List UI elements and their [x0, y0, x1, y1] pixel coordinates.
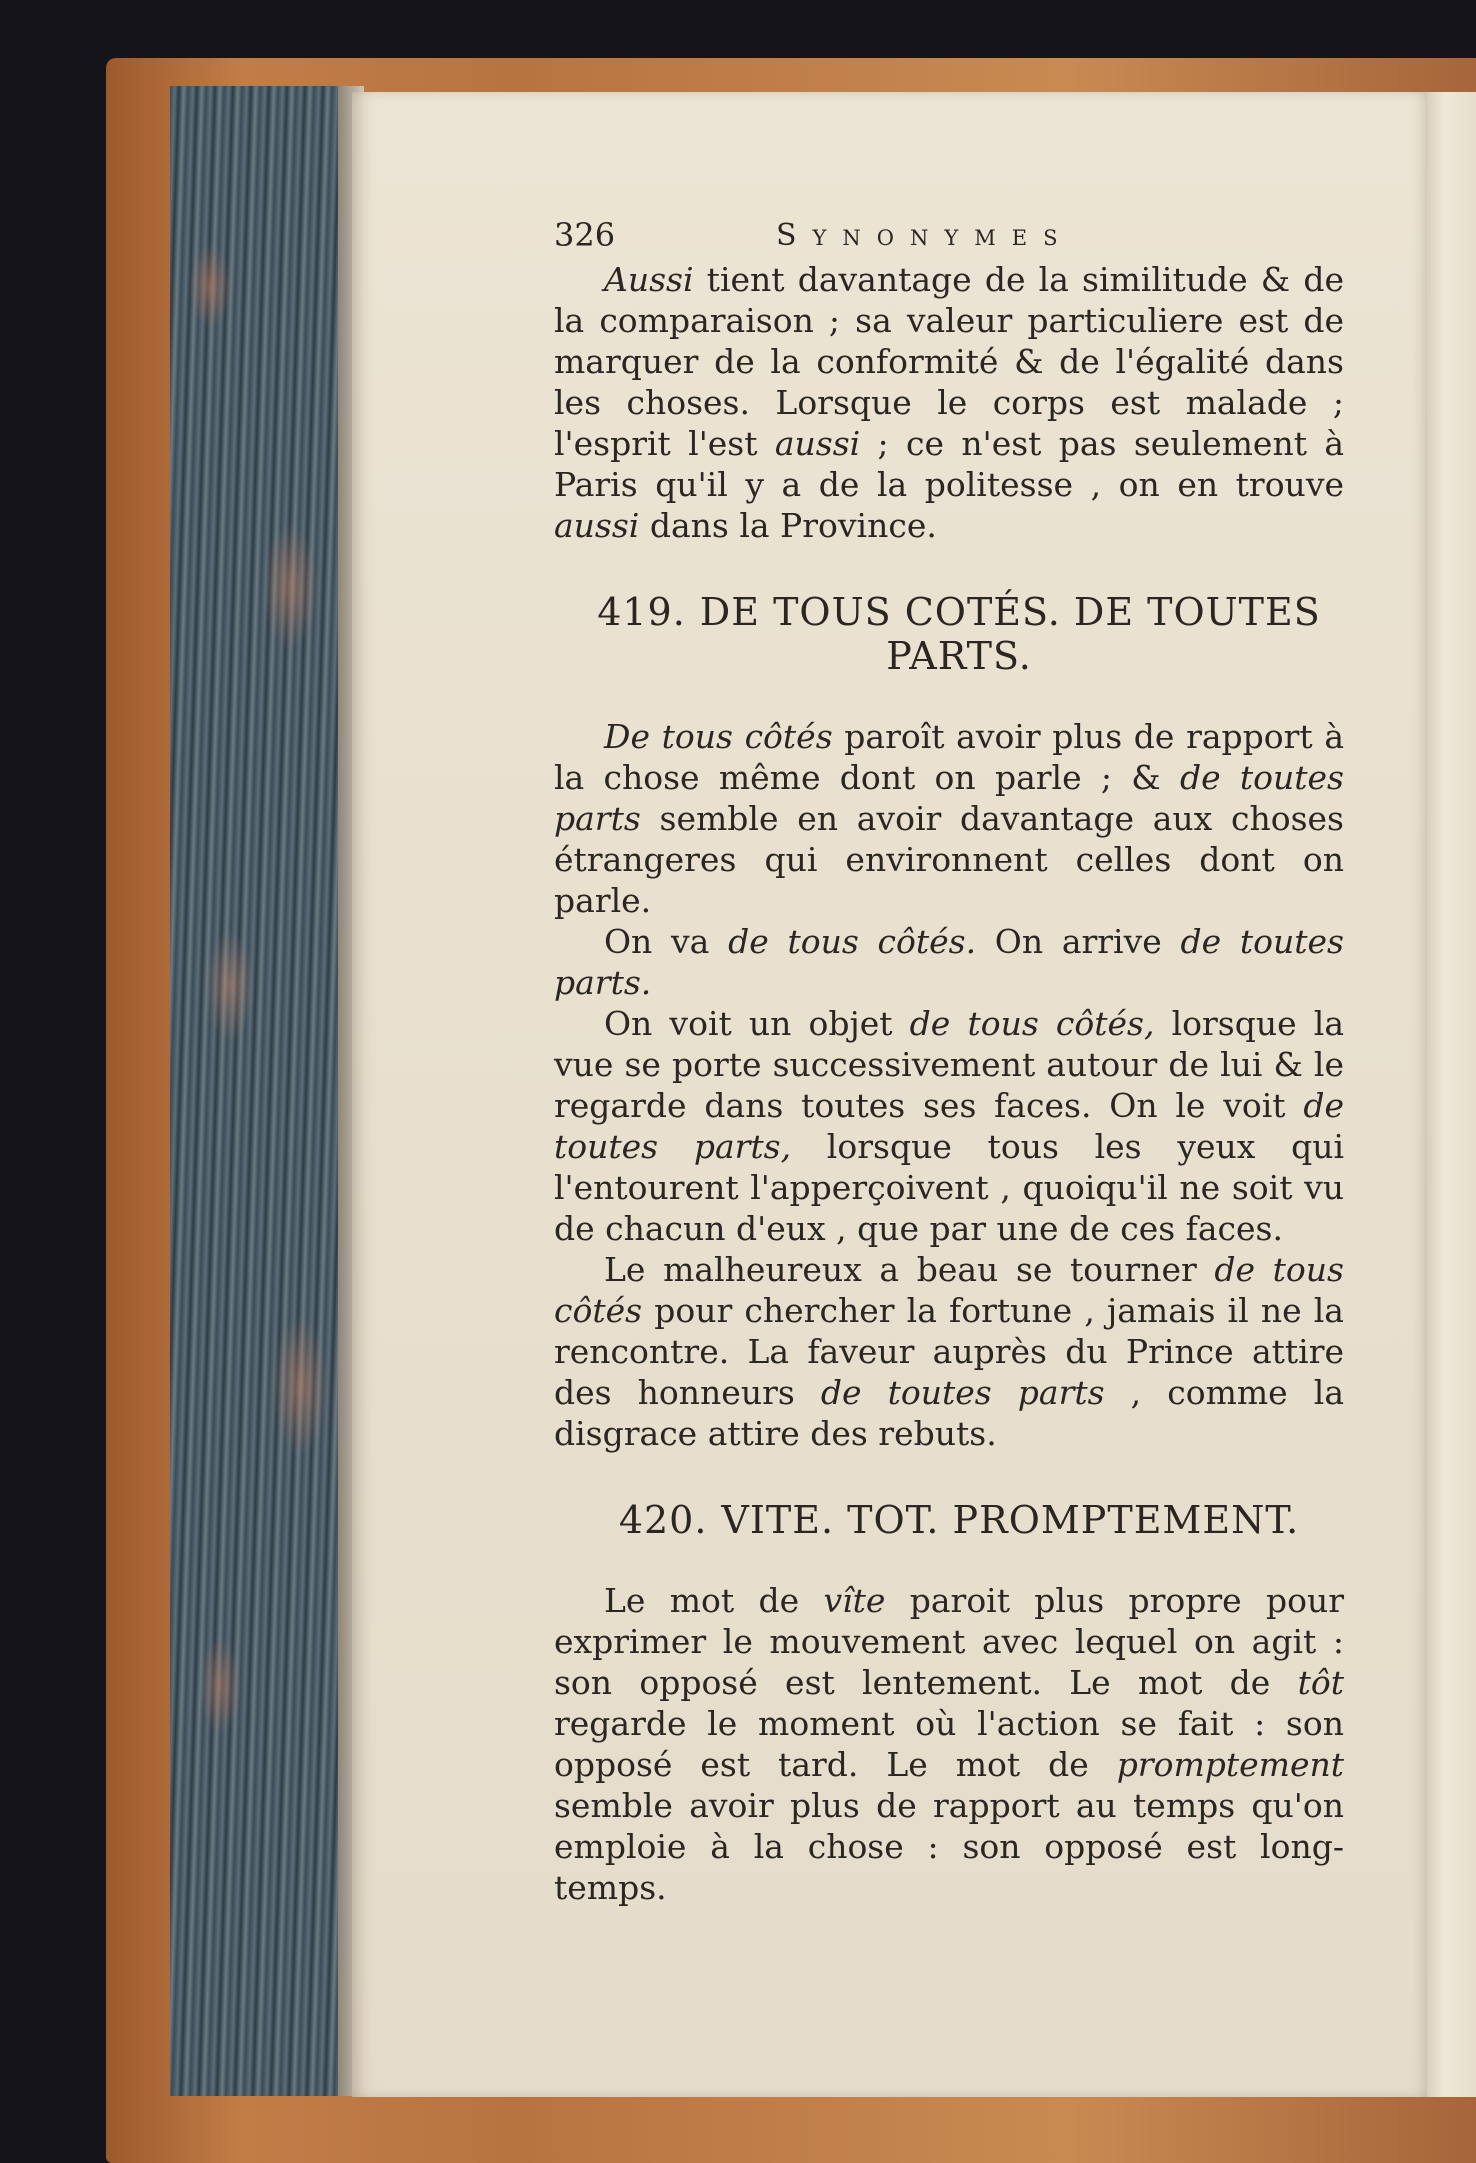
section-body-419: [554, 716, 1344, 1454]
text-run: ; ce n'est pas seulement à Paris qu'il y a de la politesse , on en trouve: [554, 424, 1344, 504]
text-run: pour chercher la fortune , jamais il ne la rencontre. La faveur auprès du Prince attire des honneurs: [554, 1291, 1344, 1412]
text-run: paroit plus propre pour exprimer le mouvement avec lequel on agit : son opposé est lentement. Le mot de: [554, 1581, 1344, 1702]
paragraph: [554, 1249, 1344, 1454]
text-run: paroît avoir plus de rapport à la chose même dont on parle ; &: [554, 717, 1344, 797]
text-block: [554, 215, 1344, 1908]
italic-term: vîte: [823, 1581, 886, 1620]
running-title: Synonymes: [776, 218, 1074, 253]
text-run: Le malheureux a beau se tourner: [604, 1250, 1215, 1289]
facing-page-edge: [1427, 92, 1476, 2097]
text-run: regarde le moment où l'action se fait : son opposé est tard. Le mot de: [554, 1704, 1344, 1784]
paragraph: [554, 1003, 1344, 1249]
italic-term: de tous côtés,: [909, 1004, 1155, 1043]
italic-term: aussi: [774, 424, 861, 463]
text-run: Le mot de: [604, 1581, 824, 1620]
section-title: VITE. TOT. PROMPTEMENT.: [721, 1498, 1300, 1542]
italic-term: tôt: [1297, 1663, 1344, 1702]
italic-term: de toutes parts: [820, 1373, 1105, 1412]
text-run: On arrive: [976, 922, 1181, 961]
text-run: lorsque la vue se porte successivement autour de lui & le regarde dans toutes ses faces. On le voit: [554, 1004, 1344, 1125]
text-run: On voit un objet: [604, 1004, 910, 1043]
paragraph: [554, 1580, 1344, 1908]
section-heading-419: [554, 590, 1344, 678]
italic-term: de toutes parts.: [554, 922, 1344, 1002]
running-header: [554, 215, 1344, 259]
section-body-420: [554, 1580, 1344, 1908]
intro-paragraph: [554, 259, 1344, 546]
text-run: , comme la disgrace attire des rebuts.: [554, 1373, 1344, 1453]
section-number: 420.: [618, 1498, 708, 1542]
text-run: semble en avoir davantage aux choses étrangeres qui environnent celles dont on parle.: [554, 799, 1344, 920]
paragraph: [554, 921, 1344, 1003]
italic-term: Aussi: [604, 260, 694, 299]
text-run: tient davantage de la similitude & de la comparaison ; sa valeur particuliere est de marquer de la conformité & de l'égalité dans les choses. Lorsque le corps est malade ; l'esprit l'est: [554, 260, 1344, 463]
italic-term: De tous côtés: [604, 717, 833, 756]
section-title: DE TOUS COTÉS. DE TOUTES PARTS.: [699, 590, 1321, 678]
text-run: semble avoir plus de rapport au temps qu'on emploie à la chose : son opposé est long-temps.: [554, 1786, 1344, 1907]
text-run: dans la Province.: [639, 506, 937, 545]
italic-term: de toutes parts,: [554, 1086, 1344, 1166]
italic-term: de toutes parts: [554, 758, 1344, 838]
page-number: 326: [554, 216, 616, 254]
italic-term: promptement: [1116, 1745, 1344, 1784]
paragraph: [554, 716, 1344, 921]
italic-term: de tous côtés.: [728, 922, 977, 961]
text-run: lorsque tous les yeux qui l'entourent l'apperçoivent , quoiqu'il ne soit vu de chacun d'eux , que par une de ces faces.: [554, 1127, 1345, 1248]
section-number: 419.: [597, 590, 686, 634]
marbled-page-edge: [170, 86, 355, 2096]
italic-term: de tous côtés: [554, 1250, 1344, 1330]
section-heading-420: [554, 1498, 1344, 1542]
text-run: On va: [604, 922, 729, 961]
italic-term: aussi: [554, 506, 640, 545]
